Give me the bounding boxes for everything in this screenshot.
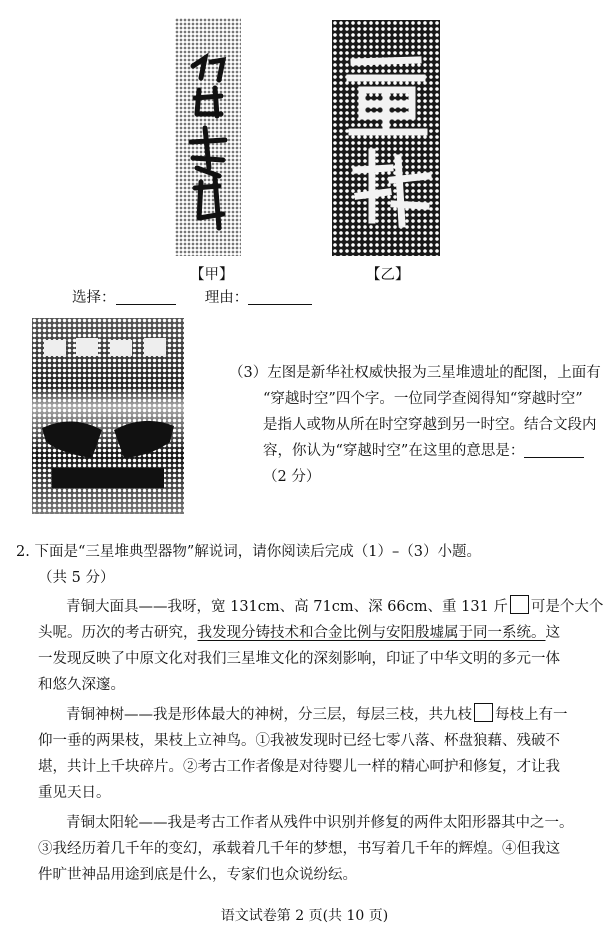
p2-line-1a: 青铜神树——我是形体最大的神树，分三层，每层三枝，共九枝 xyxy=(66,707,472,723)
question-3 xyxy=(229,360,601,490)
question-2-stem: 2. 下面是“三星堆典型器物”解说词，请你阅读后完成（1）–（3）小题。 xyxy=(16,544,481,560)
p2-line-3: 堪，共计上千块碎片。②考古工作者像是对待婴儿一样的精心呵护和修复，才让我 xyxy=(38,759,560,775)
p1-line-1b: 可是个大个 xyxy=(530,599,604,615)
p1-line-2b: 这 xyxy=(545,625,560,641)
punctuation-box-1[interactable] xyxy=(510,595,529,614)
q3-line-2: “穿越时空”四个字。一位同学查阅得知“穿越时空” xyxy=(263,391,583,407)
sanxingdui-photo xyxy=(32,318,184,514)
calligraphy-strokes-yi xyxy=(332,20,440,256)
reason-answer-blank[interactable] xyxy=(248,290,312,305)
q3-line-5: （2 分） xyxy=(263,469,321,485)
p1-line-1a: 青铜大面具——我呀，宽 131cm、高 71cm、深 66cm、重 131 斤 xyxy=(66,599,508,615)
select-label: 选择： xyxy=(72,290,116,306)
q3-line-1: （3）左图是新华社权威快报为三星堆遗址的配图，上面有 xyxy=(229,365,601,381)
p1-underlined-sentence: 我发现分铸技术和合金比例与安阳殷墟属于同一系统。 xyxy=(197,625,546,641)
p1-line-3: 一发现反映了中原文化对我们三星堆文化的深刻影响，印证了中华文明的多元一体 xyxy=(38,651,560,667)
figure-label-yi: 【乙】 xyxy=(366,267,410,283)
calligraphy-strokes-jia xyxy=(175,18,241,256)
q3-line-4-text: 容，你认为“穿越时空”在这里的意思是： xyxy=(263,443,525,459)
reason-label: 理由： xyxy=(204,290,249,306)
choice-line xyxy=(72,285,312,311)
q3-answer-blank[interactable] xyxy=(524,443,584,458)
select-answer-blank[interactable] xyxy=(116,290,176,305)
figure-label-jia: 【甲】 xyxy=(190,267,234,283)
q3-line-3: 是指人或物从所在时空穿越到另一时空。结合文段内 xyxy=(263,417,597,433)
p3-line-2: ③我经历着几千年的变幻，承载着几千年的梦想，书写着几千年的辉煌。④但我这 xyxy=(38,841,560,857)
calligraphy-image-jia xyxy=(175,18,241,256)
page-footer: 语文试卷第 2 页(共 10 页) xyxy=(220,908,389,924)
photo-overlay xyxy=(32,318,184,514)
p2-line-1b: 每枝上有一 xyxy=(495,707,568,723)
p1-line-2 xyxy=(38,620,603,646)
question-2-points: （共 5 分） xyxy=(38,570,115,586)
p2-line-4: 重见天日。 xyxy=(38,785,111,801)
punctuation-box-2[interactable] xyxy=(474,703,493,722)
p1-line-4: 和悠久深邃。 xyxy=(38,677,125,693)
p2-line-2: 仰一垂的两果枝，果枝上立神鸟。①我被发现时已经七零八落、杯盘狼藉、残破不 xyxy=(38,733,560,749)
paragraph-sun-wheel xyxy=(38,810,574,888)
paragraph-tree xyxy=(38,702,568,806)
p2-line-1 xyxy=(38,702,568,728)
p3-line-1: 青铜太阳轮——我是考古工作者从残件中识别并修复的两件太阳形器其中之一。 xyxy=(66,815,574,831)
p3-line-3: 件旷世神品用途到底是什么，专家们也众说纷纭。 xyxy=(38,867,357,883)
q3-line-4 xyxy=(229,438,601,464)
p1-line-1 xyxy=(38,594,603,620)
calligraphy-image-yi xyxy=(332,20,440,256)
paragraph-mask xyxy=(38,594,603,698)
p1-line-2a: 头呢。历次的考古研究， xyxy=(38,625,198,641)
